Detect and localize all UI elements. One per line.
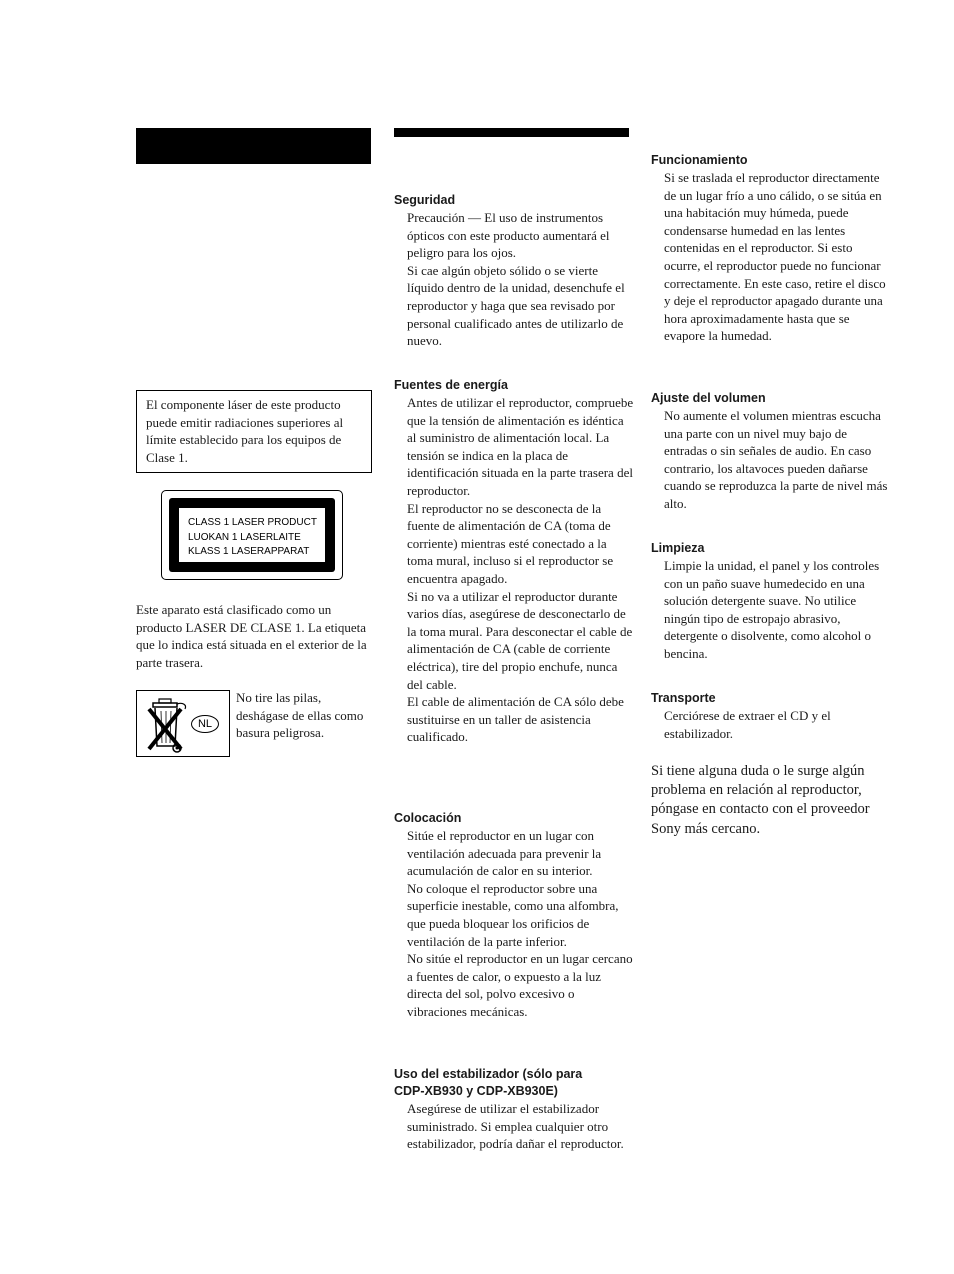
paragraph: El reproductor no se desconecta de la fuente de alimentación de CA (toma de corriente) mientras esté conectado a la toma mural, incluso si el reproductor se encuentra apagado.	[407, 500, 614, 586]
heading-colocacion: Colocación	[394, 811, 462, 825]
heading-limpieza: Limpieza	[651, 541, 705, 555]
paragraph: Limpie la unidad, el panel y los controles con un paño suave humedecido en una solución detergente suave. No utilice ningún tipo de estropajo abrasivo, detergente o disolvente, como alcohol o bencina.	[664, 558, 880, 661]
heading-fuentes: Fuentes de energía	[394, 378, 508, 392]
laser-warning-text: El componente láser de este producto puede emitir radiaciones superiores al límite establecido para los equipos de Clase 1.	[146, 397, 344, 465]
closing-text: Si tiene alguna duda o le surge algún problema en relación al reproductor, póngase en contacto con el proveedor Sony más cercano.	[651, 763, 870, 837]
paragraph: Si se traslada el reproductor directamente de un lugar frío a uno cálido, o se sitúa en una habitación muy húmeda, puede condensarse humedad en las lentes contenidas en el reproductor. Si esto ocurre, el reproductor puede no funcionar correctamente. En este caso, retire el disco y deje el reproductor apagado durante una hora aproximadamente hasta que se evapore la humedad.	[664, 170, 886, 344]
middle-title-bar	[394, 128, 629, 137]
heading-funcionamiento: Funcionamiento	[651, 153, 748, 167]
laser-warning-box	[136, 390, 372, 473]
section-seguridad	[394, 192, 634, 350]
heading-estabilizador-line2: CDP-XB930 y CDP-XB930E)	[394, 1084, 558, 1098]
paragraph: Asegúrese de utilizar el estabilizador suministrado. Si emplea cualquier otro estabilizador, podría dañar el reproductor.	[407, 1101, 624, 1152]
section-volumen	[651, 390, 891, 513]
paragraph: Cerciórese de extraer el CD y el estabilizador.	[664, 708, 831, 741]
heading-transporte: Transporte	[651, 691, 716, 705]
section-estabilizador	[394, 1066, 634, 1153]
paragraph: Si no va a utilizar el reproductor durante varios días, asegúrese de desconectarlo de la toma mural. Para desconectar el cable de alimentación de CA (cable de corriente eléctrica), tire del propio enchufe, nunca del cable.	[407, 588, 633, 692]
paragraph: No sitúe el reproductor en un lugar cercano a fuentes de calor, o expuesto a la luz directa del sol, polvo excesivo o vibraciones mecánicas.	[407, 951, 633, 1019]
heading-estabilizador-line1: Uso del estabilizador (sólo para	[394, 1067, 583, 1081]
section-fuentes	[394, 377, 634, 746]
closing-note	[651, 762, 891, 839]
paragraph: No aumente el volumen mientras escucha una parte con un nivel muy bajo de entradas o sin señales de audio. En caso contrario, los altavoces pueden dañarse cuando se reproduzca la parte de nivel más alto.	[664, 408, 888, 511]
laser-label-line-3: KLASS 1 LASERAPPARAT	[188, 546, 310, 557]
laser-label-line-1: CLASS 1 LASER PRODUCT	[188, 517, 317, 528]
laser-class-text: Este aparato está clasificado como un producto LASER DE CLASE 1. La etiqueta que lo indica está situada en el exterior de la parte trasera.	[136, 602, 367, 670]
section-transporte	[651, 690, 891, 742]
heading-volumen: Ajuste del volumen	[651, 391, 766, 405]
paragraph: Precaución — El uso de instrumentos ópticos con este producto aumentará el peligro para los ojos.	[407, 210, 610, 261]
section-limpieza	[651, 540, 891, 663]
nl-text: NL	[197, 717, 213, 730]
section-funcionamiento	[651, 152, 891, 345]
battery-disposal-text: No tire las pilas, deshágase de ellas como basura peligrosa.	[236, 690, 364, 741]
nl-badge	[191, 715, 219, 733]
paragraph: El cable de alimentación de CA sólo debe sustituirse en un taller de asistencia cualificado.	[407, 694, 624, 745]
paragraph: Sitúe el reproductor en un lugar con ventilación adecuada para prevenir la acumulación de calor en su interior.	[407, 828, 602, 879]
section-colocacion	[394, 810, 634, 1021]
laser-label-line-2: LUOKAN 1 LASERLAITE	[188, 531, 301, 543]
left-title-bar	[136, 128, 371, 164]
heading-seguridad: Seguridad	[394, 193, 456, 207]
battery-symbol-box	[136, 690, 230, 757]
paragraph: Si cae algún objeto sólido o se vierte líquido dentro de la unidad, desenchufe el reproductor y haga que sea revisado por personal cualificado antes de utilizarlo de nuevo.	[407, 262, 625, 349]
paragraph: Antes de utilizar el reproductor, compruebe que la tensión de alimentación es idéntica al suministro de alimentación local. La tensión se indica en la placa de identificación situada en la parte trasera del reproductor.	[407, 395, 634, 498]
class1-laser-label	[161, 490, 343, 580]
paragraph: No coloque el reproductor sobre una superficie inestable, como una alfombra, que pueda bloquear los orificios de ventilación de la parte inferior.	[407, 880, 619, 949]
